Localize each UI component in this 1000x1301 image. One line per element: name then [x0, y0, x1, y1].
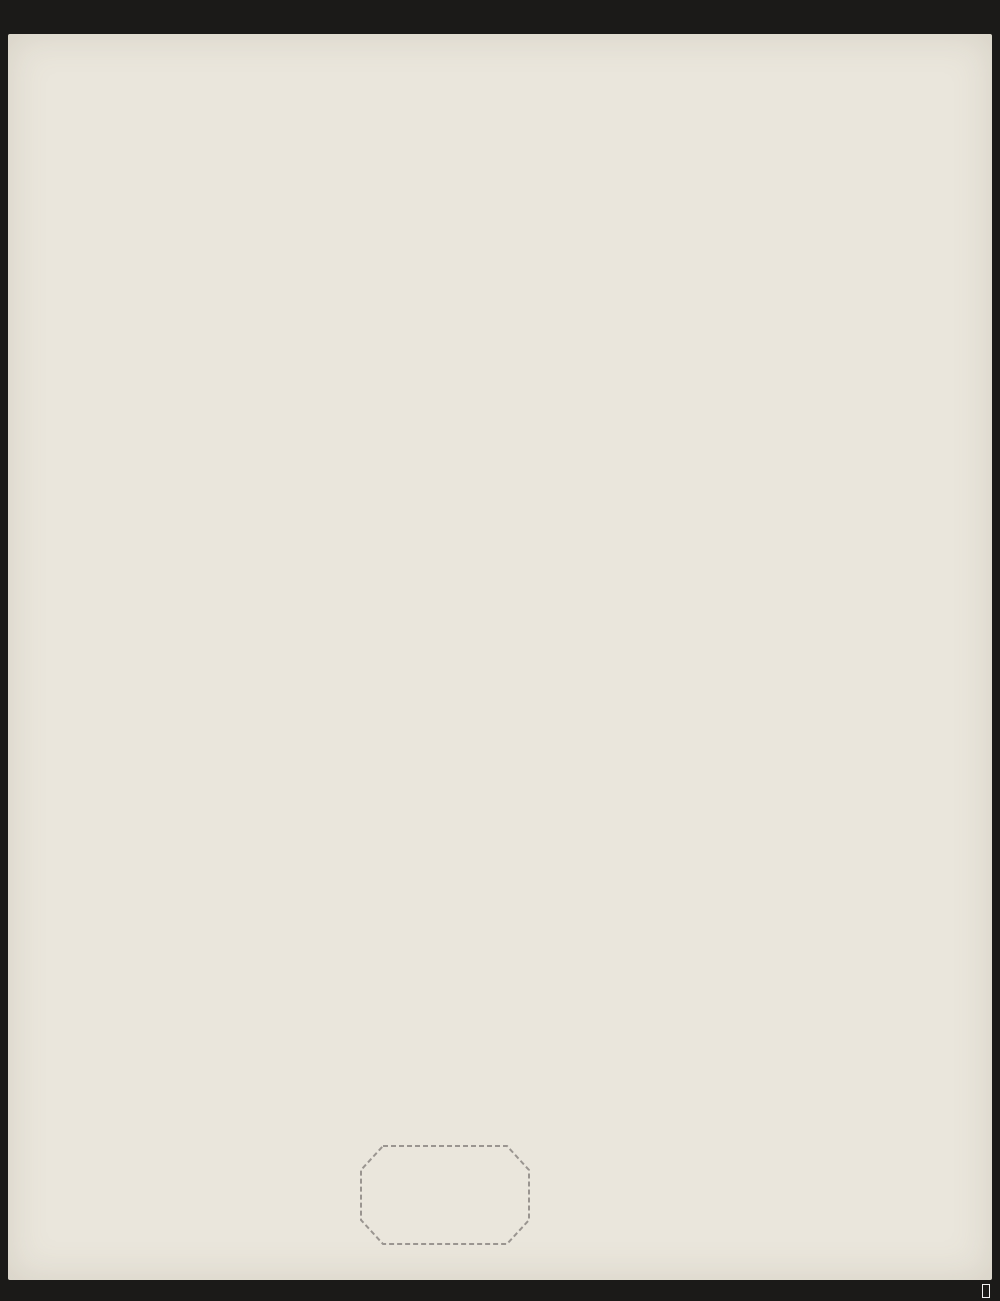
footer-credit: [977, 1284, 990, 1298]
book-page: [8, 34, 992, 1280]
library-stamp: [355, 1140, 535, 1250]
stamp-border-icon: [355, 1140, 535, 1250]
dfg-logo-icon: [982, 1284, 990, 1298]
